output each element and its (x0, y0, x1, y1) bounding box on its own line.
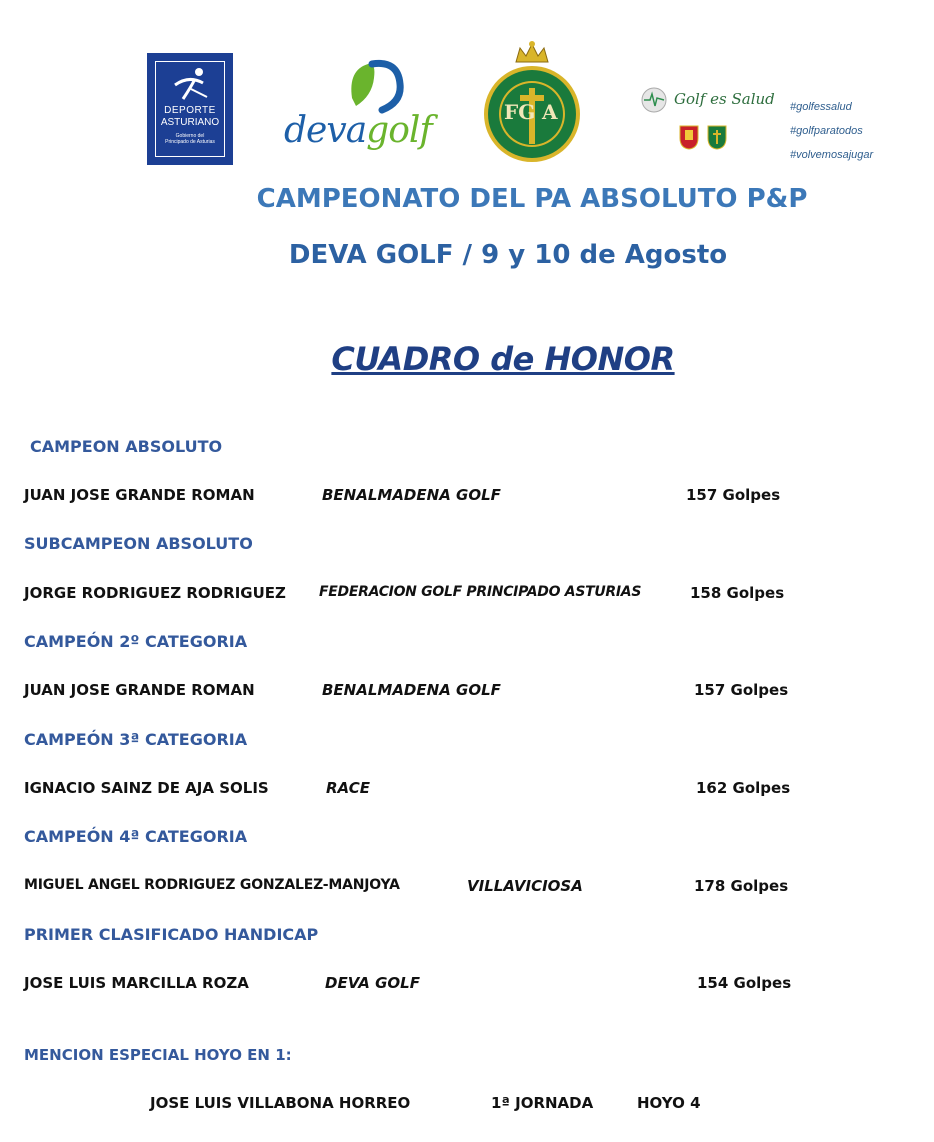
fga-monogram-left: FG (504, 100, 536, 124)
special-player-name: JOSE LUIS VILLABONA HORREO (150, 1094, 411, 1112)
event-subtitle: DEVA GOLF / 9 y 10 de Agosto (288, 240, 728, 270)
player-name: JOSE LUIS MARCILLA ROZA (24, 974, 249, 992)
hashtag-1: #golfessalud (790, 101, 852, 113)
golf-ball-icon (640, 86, 668, 114)
category-heading: CAMPEÓN 4ª CATEGORIA (24, 827, 248, 846)
category-heading: SUBCAMPEON ABSOLUTO (24, 534, 253, 553)
event-title: CAMPEONATO DEL PA ABSOLUTO P&P (256, 184, 808, 214)
deporte-gov-line: Gobierno del (175, 133, 205, 139)
deva-word: deva (284, 110, 367, 151)
player-name: MIGUEL ANGEL RODRIGUEZ GONZALEZ-MANJOYA (24, 877, 400, 893)
deporte-principado-line: Principado de Asturias (165, 139, 215, 145)
category-heading: PRIMER CLASIFICADO HANDICAP (24, 925, 319, 944)
category-heading: CAMPEÓN 2º CATEGORIA (24, 632, 248, 651)
player-score: 158 Golpes (690, 584, 785, 602)
federacion-seal-logo (482, 40, 582, 168)
category-heading: CAMPEÓN 3ª CATEGORIA (24, 730, 248, 749)
player-score: 157 Golpes (694, 681, 789, 699)
honor-title: CUADRO de HONOR (331, 340, 675, 378)
deporte-line3 (147, 133, 233, 145)
player-name: JORGE RODRIGUEZ RODRIGUEZ (24, 584, 286, 602)
special-mention-heading: MENCION ESPECIAL HOYO EN 1: (24, 1046, 292, 1064)
special-hole: HOYO 4 (637, 1094, 701, 1112)
category-heading: CAMPEON ABSOLUTO (30, 437, 223, 456)
athlete-icon (169, 65, 213, 103)
hashtag-2: #golfparatodos (790, 125, 863, 137)
player-name: JUAN JOSE GRANDE ROMAN (24, 681, 255, 699)
asturias-crest-icon (706, 122, 728, 150)
golf-es-salud-logo (638, 82, 778, 162)
player-club: DEVA GOLF (325, 974, 420, 992)
player-club: RACE (326, 779, 370, 797)
player-score: 157 Golpes (686, 486, 781, 504)
deva-leaf-icon (342, 58, 406, 116)
player-name: IGNACIO SAINZ DE AJA SOLIS (24, 779, 269, 797)
fga-monogram-right: A (542, 100, 558, 124)
player-club: BENALMADENA GOLF (322, 486, 501, 504)
player-club: VILLAVICIOSA (467, 877, 583, 895)
hashtag-list (790, 95, 873, 167)
player-club: FEDERACION GOLF PRINCIPADO ASTURIAS (319, 584, 642, 600)
player-score: 178 Golpes (694, 877, 789, 895)
deporte-line1: DEPORTE (164, 105, 216, 116)
golf-es-salud-text: Golf es Salud (674, 90, 775, 108)
deva-golf-logo (284, 58, 464, 168)
deporte-line2: ASTURIANO (160, 117, 220, 128)
deva-wordmark (284, 110, 432, 151)
player-score: 162 Golpes (696, 779, 791, 797)
hashtag-3: #volvemosajugar (790, 149, 874, 161)
player-club: BENALMADENA GOLF (322, 681, 501, 699)
spain-crest-icon (678, 122, 700, 150)
player-score: 154 Golpes (697, 974, 792, 992)
special-round: 1ª JORNADA (491, 1094, 594, 1112)
deporte-asturiano-logo (147, 53, 233, 165)
golf-word: golf (366, 110, 432, 151)
player-name: JUAN JOSE GRANDE ROMAN (24, 486, 255, 504)
